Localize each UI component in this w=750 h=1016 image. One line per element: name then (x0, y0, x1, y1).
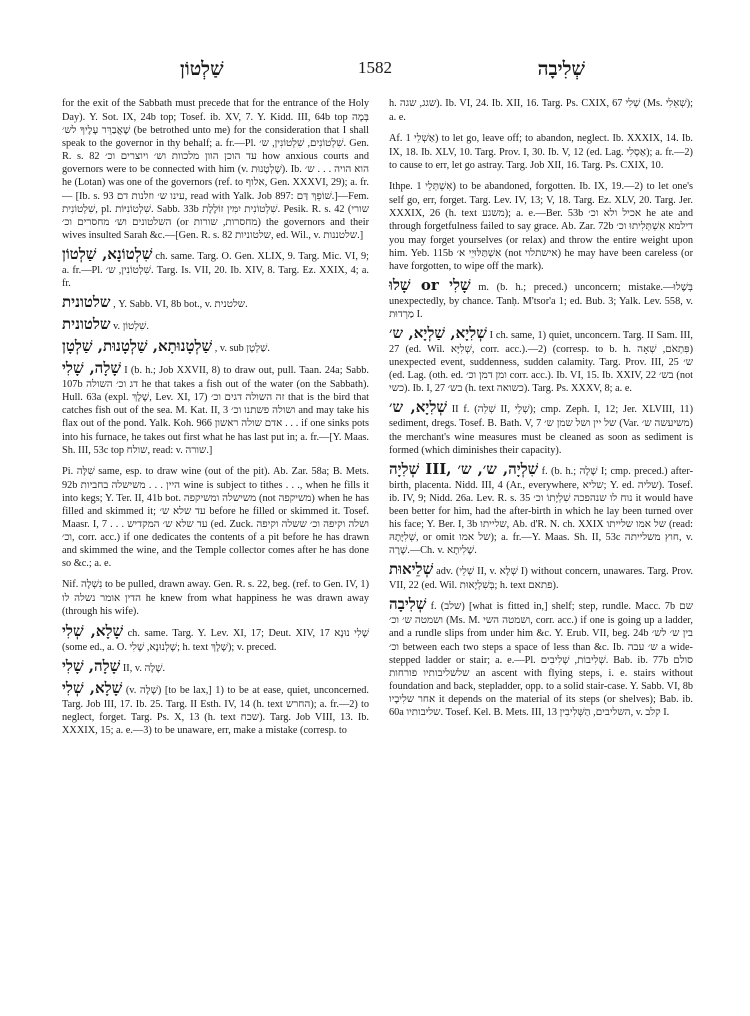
entry-text: (v. שָׁלָה) [to be lax,] 1) to be at ease, quiet, unconcerned. Targ. Job III, 17. Ib. 25. Targ. II Esth. IV, 14 (h. text החרש); a. fr.—2) to neglect, forget. Targ. Ps. X, 13 (h. text שכח). Targ. Job VIII, 13. Ib. XXXIX, 15; a. e.—3) to be unaware, err, make a mistake (corresp. to (62, 684, 369, 736)
entry-lemma: שָׁלוּ or שָׁלִי (389, 275, 471, 294)
dictionary-entry (62, 92, 369, 242)
dictionary-entry (389, 175, 693, 273)
entry-lemma: שָׁלָה, שָׁלִי (62, 656, 121, 675)
entry-text: h. שגג, שגה). Ib. VI, 24. Ib. XII, 16. Targ. Ps. CXIX, 67 שְׁלִי (Ms. שְׁאֵלִי); a. e. (389, 98, 693, 123)
dictionary-entry (62, 337, 369, 356)
entry-text: adv. (שְׁלֵי II, v. שְׁלָא I) without concern, unawares. Targ. Prov. VII, 22 (ed. Wil. בְּשִׁלְיָאוּת; h. text פתאם). (389, 566, 693, 592)
entry-lemma: שַׁלְטָנוּתָא, שַׁלְטָנוּת, שַׁלְטָן (62, 337, 213, 356)
entry-lemma: שְׁלִיָא, שַׁלְיָא, ש׳ (389, 324, 487, 343)
dictionary-entry (389, 127, 693, 172)
entry-lemma: שָׁלָה, שָׁלִי (62, 359, 121, 378)
entry-text: Af. אַשְׁלֵי 1) to let go, leave off; to abandon, neglect. Ib. XXXIX, 14. Ib. IX, 18. Ib. XLV, 10. Targ. Prov. I, 30. Ib. V, 12 (ed. Lag. אַסְלִי); a. fr.—2) to cause to err, let go astray. Targ. Job XII, 16. Targ. Ps. CXIX, 10. (389, 133, 694, 172)
dictionary-entry (62, 573, 369, 618)
dictionary-entry (389, 276, 693, 321)
entry-lemma: שלטונית (62, 315, 111, 334)
dictionary-entry (62, 293, 369, 312)
entry-text: f. (שלב) [what is fitted in,] shelf; step, rundle. Macc. 7b שם ושמטה ש׳ וכ׳ (Ms. M. ושמטה השי, corr. acc.) if one is going up a ladder, and a rundle slips from under him &c. Y. Erub. VII, beg. 24b בין ש׳ לש׳ וכ׳ between each two steps a space of less than &c. Ib. ש׳ עבה a wide-stepped ladder or stair; a. e.—Pl. שְׁלִיבוֹת, שְׁלִיבִים. Bab. ib. 77b סולם שלשליבותיו פורחות an ascent with flying steps, i. e. stairs without foundation and back, stepladder, opp. to a solid stair-case. Y. Sabb. VI, 8b אחר שלִיבָיו it depends on the material of its steps (or shelves); Bab. ib. 60a שליבותיו. Tosef. Kel. B. Mets. III, 13 השליבים, הַשְּׁלִיבִין, v. קלב I. (389, 601, 694, 718)
entry-lemma: שְׁלִיָא, ש׳ (389, 398, 447, 417)
dictionary-entry (389, 460, 693, 558)
entry-text: I ch. same, 1) quiet, unconcern. Targ. II Sam. III, 27 (ed. Wil. שְׁלִיָּא, corr. acc.).—2) (corresp. to b. h. פִּתְאֹם, שְׁאָה) unexpected event, suddenness, sudden calamity. Targ. Prov. III, 25 ש׳ (ed. Lag. (oth. ed. ומן דמן וכ׳ corr. acc.). Ib. VI, 15. Ib. XXIV, 22 בש׳ (not כשי). Ib. I, 27 בש׳ (h. text כשואה). Targ. Ps. XXXV, 8; a. e. (389, 330, 693, 395)
dictionary-entry (389, 398, 693, 456)
dictionary-entry (62, 315, 369, 334)
dictionary-entry (62, 460, 369, 571)
entry-text: m. (b. h.; preced.) unconcern; mistake.—בְּשֶׁלוּ unexpectedly, by chance. Tanḥ. M'tsor'a 1; ed. Bub. 3; Yalk. Lev. 558, v. מַרְדוּת I. (389, 281, 693, 320)
entry-text: I (b. h.; Job XXVII, 8) to draw out, pull. Taan. 24a; Sabb. 107b דג וכ׳ השולה he that takes a fish out of the water (on the Sabbath). Hull. 63a (expl. שָׁלָךְ, Lev. XI, 17) זה השולה דגים וכ׳ that is the bird that catches fish out of the sea. M. Kat. II, 3 ושולה פשתנו וכ׳ and may take his flax out of the pond. Yalk. Koh. 966 אדם שולה ראשון . . . if one sinks pots into his furnace, he takes out first what he has last put in; a. fr.—[Y. Maas. Sh. III, 53c top שולח, read: v. שורה.] (62, 365, 370, 456)
entry-text: v. שִׁלְטוֹן. (113, 321, 149, 333)
entry-text: ch. same. Targ. O. Gen. XLIX, 9. Targ. Mic. VI, 9; a. fr.—Pl. שִׁלְטוֹנִין, ש׳. Targ. Is. VII, 20. Ib. XIV, 8. Targ. Ez. XXIX, 4; a. fr. (62, 250, 369, 290)
entry-lemma: שְׁלֵיאוּת (389, 560, 434, 579)
dictionary-entry (389, 560, 693, 592)
entry-text: , Y. Sabb. VI, 8b bot., v. שלטנית. (113, 299, 248, 311)
dictionary-entry (62, 245, 369, 290)
entry-text: II, v. שָׁלָה. (122, 662, 166, 674)
entry-text: f. (b. h.; שָׁלָה I; cmp. preced.) after-birth, placenta. Nidd. III, 4 (Ar., everywhere, שליא; Y. ed. שליה). Tosef. ib. IV, 9; Nidd. 26a. Lev. R. s. 35 נוח לו שנהפכה שִׁלְיָתוֹ וכ׳ it would have been better for him, had the after-birth in which he lay been turned over his face; Y. Ber. I, 3b שלייתו, Ab. d'R. N. ch. XXIX של אמו שלייתו (read: שְׁלִיָּתָהּ, or omit של אמו); a. fr.—Y. Maas. Sh. II, 53c חוץ משלייתה, v. שָׁרָה.—Ch. v. שָׁלִיתָא. (389, 465, 694, 557)
entry-text: ch. same. Targ. Y. Lev. XI, 17; Deut. XIV, 17 שָׁלִי נוּנָא (some ed., a. O. שָׁלְנוּנָא, שָׁלִי; h. text שָׁלָךְ); v. preced. (62, 627, 369, 653)
entry-lemma: שְׁלִיָה III, שִׁלְיָה, ש׳, ש׳ (389, 459, 539, 478)
page-number: 1582 (358, 58, 392, 77)
entry-text: Nif. נִשְׁלָה to be pulled, drawn away. Gen. R. s. 22, beg. (ref. to Gen. IV, 1) הדין אומר נשלה לו he knew from what happiness he was drawn away (through his wife). (62, 579, 369, 618)
entry-lemma: שִׁלְטוֹנָא, שַׁלְטוֹן (62, 244, 153, 263)
entry-text: Pi. שִׁלָּה same, esp. to draw wine (out of the pit). Ab. Zar. 58a; B. Mets. 92b היין . . . משישלה בחביות wine is subject to tithes . . ., when he fills it into kegs; Y. Ter. II, 41b bot. משישלה ומשיקפה (not משיקפה) when he has filled and skimmed it; עד שלא ש׳ before he filled or skimmed it. Tosef. Maasr. I, 7 . . . עד שלא ש׳ המקדיש (ed. Zuck. ושלה וקיפה וכ׳ ששלה וקיפה וכ׳, corr. acc.) if one dedicates the contents of a pit before he has drawn and skimmed the wine, and the Temple collector comes after he has done so &c.; a. e. (62, 465, 370, 570)
entry-lemma: שלטונית (62, 293, 111, 312)
left-column (62, 92, 369, 740)
entry-text: , v. sub שַׁלְטָן. (214, 343, 270, 355)
entry-lemma: שָׁלָא, שְׁלִי (62, 621, 124, 640)
entry-lemma: שְׁלִיבָה (389, 595, 427, 614)
dictionary-entry (389, 92, 693, 124)
entry-text: Ithpe. אִשְׁתְּלֵי 1) to be abandoned, forgotten. Ib. IX, 19.—2) to let one's self go, err, forget. Targ. Lev. IV, 13; V, 18. Targ. Ez. XLV, 20. Targ. Jer. XXXIX, 26 (h. text משגע); a. e.—Ber. 53b אכיל ולא וכ׳ he ate and through forgetfulness failed to say grace. Ab. Zar. 72b דילמא אִשְׁתְּלִיתוּ וכ׳ you may forget yourselves (or relax) and throw the entire weight upon him. Yeb. 115b אִשְׁתַּלּוּיֵי א׳ (not אישתלוי) he may have been careless (or have forgotten, to wipe off the mark). (389, 181, 693, 272)
entry-text: II f. (שְׁלֵה II, שְׁלֵי); cmp. Zeph. I, 12; Jer. XLVIII, 11) sediment, dregs. Tosef. B. Bath. V, 7 של יין ושל שמן ש׳ (Var. משיעשה ש׳) the merchant's wine measures must be cleaned as soon as sediment is formed (which diminishes their capacity). (389, 404, 693, 456)
dictionary-entry (389, 324, 693, 395)
dictionary-entry (62, 359, 369, 457)
entry-text: for the exit of the Sabbath must precede that for the entrance of the Holy Day). Y. Sot. IX, 24b top; Tosef. ib. XV, 7. Y. Kidd. III, 64b top בְּמָה שֶׁאֲבַרֵּר עָלֶיךָ לש׳ (be betrothed unto me) for the consideration that I shall speak to the governor in thy behalf; a. fr.—Pl. שִׁלְטוֹנִים, שִׁלְטוֹנִין, ש׳. Gen. R. s. 82 עד הוכן הוון מלכוות וש׳ ויוצרים וכ׳ how anxious courts and governors were to be connected with him (v. שָׁלְטָנוּת). Ib. הוא הויה . . . ש׳ he (Lotan) was one of the governors (ref. to אלוף, Gen. XXXVI, 29); a. fr.— [Ib. s. 93 עינו ש׳ וזלנות דם, read with Yalk. Job 897: שׁוֹפֵךְ דַּם.]—Fem. שִׁלְטוֹנִית, pl. שִׁלְטוֹנִיּוֹת. Sabb. 33b שִׁלְטוֹנִית יִמִּין זוֹלֶלֶת. Pesik. R. s. 42 (שורי השלטונים וש׳ מחסרים וכ׳ (or מחסרות, שורות) the governors and their wives insulted Sarah &c.—[Gen. R. s. 82 שלטוניות, ed. Wil., v. שלטננות.] (62, 98, 370, 241)
left-running-headword: שַׁלְטוֹן (180, 58, 224, 80)
page-header (90, 58, 660, 82)
right-running-headword: שְׁלִיבָה (537, 58, 585, 80)
entry-lemma: שָׁלָא, שְׁלִי (62, 678, 123, 697)
dictionary-entry (389, 595, 693, 719)
dictionary-entry (62, 657, 369, 676)
dictionary-entry (62, 622, 369, 654)
dictionary-entry (62, 679, 369, 737)
right-column (389, 92, 693, 722)
